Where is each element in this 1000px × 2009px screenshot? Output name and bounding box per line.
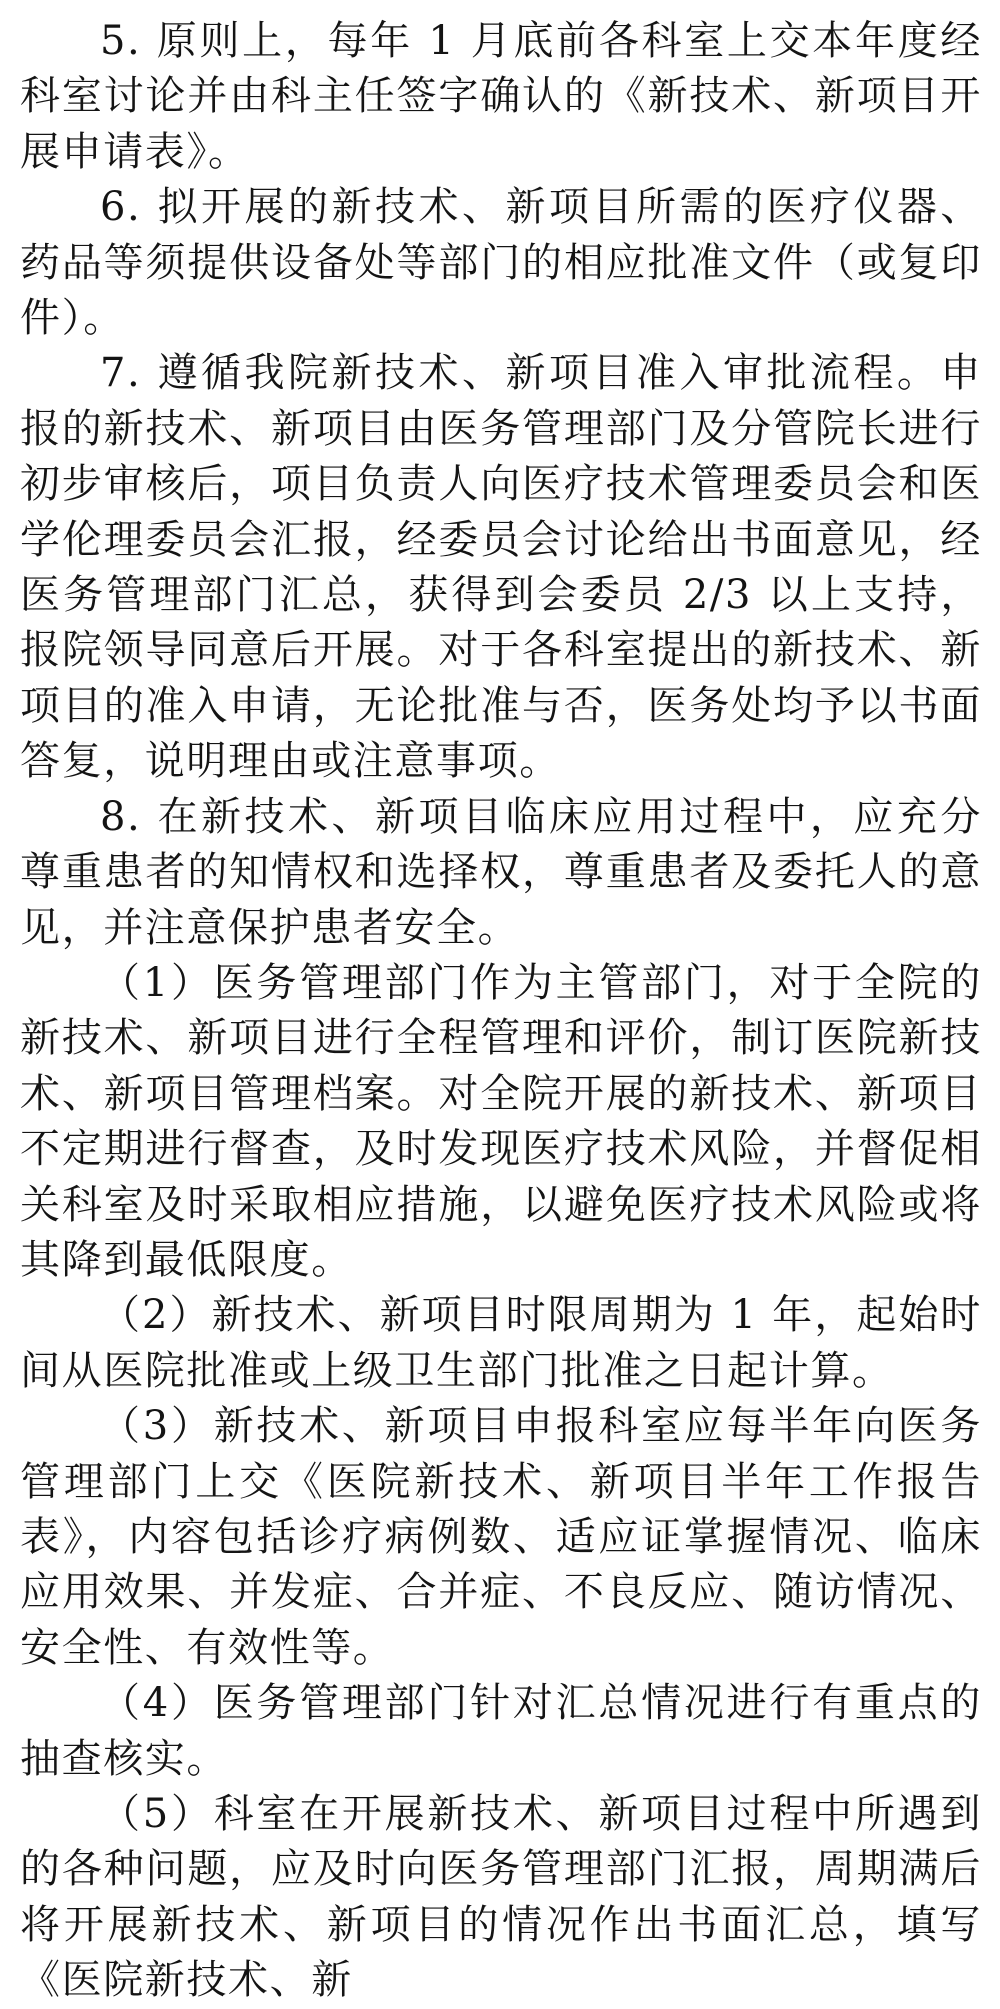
paragraph-item-7: 7. 遵循我院新技术、新项目准入审批流程。申报的新技术、新项目由医务管理部门及分管院长进行初步审核后，项目负责人向医疗技术管理委员会和医学伦理委员会汇报，经委员会讨论给出书面意见，经医务管理部门汇总，获得到会委员 2/3 以上支持，报院领导同意后开展。对于各科室提出的新技术、新项目的准入申请，无论批准与否，医务处均予以书面答复，说明理由或注意事项。 <box>20 350 982 785</box>
paragraph-subitem-3: （3）新技术、新项目申报科室应每半年向医务管理部门上交《医院新技术、新项目半年工作报告表》，内容包括诊疗病例数、适应证掌握情况、临床应用效果、并发症、合并症、不良反应、随访情况、安全性、有效性等。 <box>20 1403 982 1671</box>
paragraph-subitem-5: （5）科室在开展新技术、新项目过程中所遇到的各种问题，应及时向医务管理部门汇报，周期满后将开展新技术、新项目的情况作出书面汇总，填写《医院新技术、新 <box>20 1791 982 2004</box>
paragraph-subitem-2: （2）新技术、新项目时限周期为 1 年，起始时间从医院批准或上级卫生部门批准之日起计算。 <box>20 1292 982 1394</box>
paragraph-subitem-1: （1）医务管理部门作为主管部门，对于全院的新技术、新项目进行全程管理和评价，制订医院新技术、新项目管理档案。对全院开展的新技术、新项目不定期进行督查，及时发现医疗技术风险，并督促相关科室及时采取相应措施，以避免医疗技术风险或将其降到最低限度。 <box>20 959 982 1283</box>
paragraph-item-8: 8. 在新技术、新项目临床应用过程中，应充分尊重患者的知情权和选择权，尊重患者及委托人的意见，并注意保护患者安全。 <box>20 793 982 951</box>
paragraph-subitem-4: （4）医务管理部门针对汇总情况进行有重点的抽查核实。 <box>20 1680 982 1782</box>
paragraph-item-5: 5. 原则上，每年 1 月底前各科室上交本年度经科室讨论并由科主任签字确认的《新技术、新项目开展申请表》。 <box>20 18 982 175</box>
paragraph-item-6: 6. 拟开展的新技术、新项目所需的医疗仪器、药品等须提供设备处等部门的相应批准文件（或复印件）。 <box>20 184 982 342</box>
